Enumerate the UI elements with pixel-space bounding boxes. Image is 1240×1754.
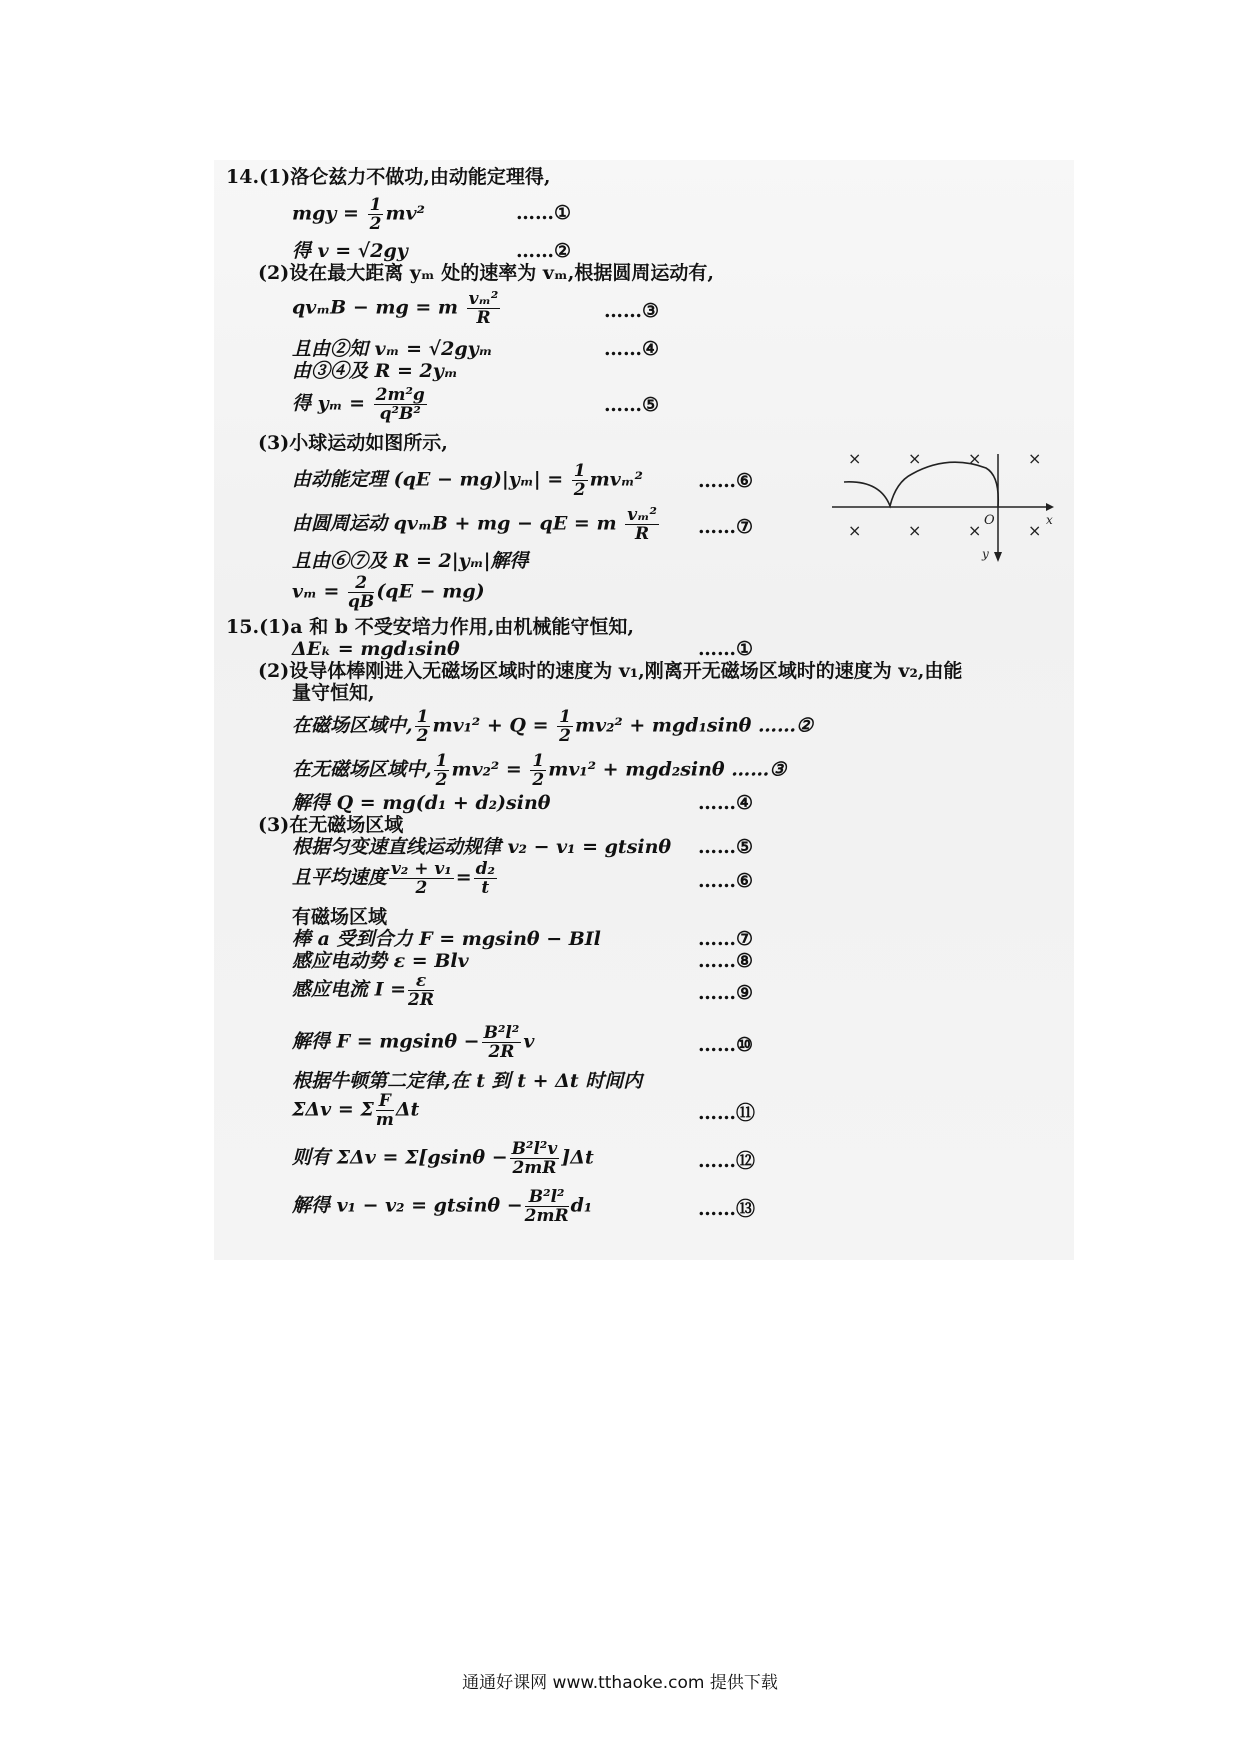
numerator: d₂ xyxy=(475,859,496,879)
denominator: 2 xyxy=(416,726,429,746)
field-cross: × xyxy=(1028,521,1042,540)
denominator: t xyxy=(481,878,490,898)
q15-mark4: ……④ xyxy=(698,792,754,814)
q14-eq2: 得 v = √2gy xyxy=(292,240,408,262)
denominator: m xyxy=(375,1110,394,1130)
q15-part2-line2: 量守恒知, xyxy=(292,682,375,704)
fraction xyxy=(572,462,588,499)
q15-part2-line1: (2)设导体棒刚进入无磁场区域时的速度为 v₁,刚离开无磁场区域时的速度为 v₂,由能 xyxy=(258,660,963,682)
numerator: vₘ² xyxy=(627,505,657,525)
numerator: F xyxy=(376,1092,394,1111)
y-axis-arrow-icon xyxy=(994,552,1002,562)
numerator: 2 xyxy=(348,574,374,593)
q14-mark3: ……③ xyxy=(604,300,660,322)
denominator: R xyxy=(476,308,491,328)
trajectory-figure xyxy=(832,444,1062,574)
q15-mark10: ……⑩ xyxy=(698,1034,754,1056)
fraction xyxy=(625,506,659,543)
q15-eq2-rhs: mv₂² + mgd₁sinθ xyxy=(574,714,752,737)
fraction xyxy=(434,752,450,789)
y-axis-label: y xyxy=(982,547,989,561)
field-cross: × xyxy=(908,521,922,540)
numerator: 1 xyxy=(573,461,586,481)
numerator: 1 xyxy=(435,751,448,771)
fraction xyxy=(467,290,501,327)
q15-mark9: ……⑨ xyxy=(698,982,754,1004)
q15-eq11-rhs: Δt xyxy=(395,1098,420,1121)
fraction xyxy=(368,196,384,233)
q15-eq7: 棒 a 受到合力 F = mgsinθ − BIl xyxy=(292,928,601,950)
denominator: 2 xyxy=(435,770,448,790)
trajectory-curve xyxy=(844,462,998,507)
q14-number: 14. xyxy=(226,166,260,188)
q15-eq3 xyxy=(292,752,786,789)
q14-mark5: ……⑤ xyxy=(604,394,660,416)
q15-eq5: 根据匀变速直线运动规律 v₂ − v₁ = gtsinθ xyxy=(292,836,672,858)
q15-eq2-pre: 在磁场区域中, xyxy=(292,714,413,737)
q15-part5: 根据牛顿第二定律,在 t 到 t + Δt 时间内 xyxy=(292,1070,643,1092)
q15-mark13: ……⑬ xyxy=(698,1198,756,1220)
q15-eq11-pre: ΣΔv = Σ xyxy=(292,1098,374,1121)
field-cross: × xyxy=(908,449,922,468)
q15-eq12-rhs: ]Δt xyxy=(561,1146,594,1169)
q15-number: 15. xyxy=(226,616,260,638)
q15-eq13-pre: 解得 v₁ − v₂ = gtsinθ − xyxy=(292,1194,523,1217)
q14-eq3-lhs: qvₘB − mg = m xyxy=(292,296,459,319)
field-cross: × xyxy=(1028,449,1042,468)
numerator: ε xyxy=(408,972,434,991)
q14-eq1-rhs: mv² xyxy=(385,202,425,225)
numerator: 2m²g xyxy=(375,385,425,405)
q14-eq1-lhs: mgy = xyxy=(292,202,359,225)
q14-part1 xyxy=(226,166,551,188)
q15-eq2 xyxy=(292,708,813,745)
denominator: 2 xyxy=(559,726,571,746)
q15-eq13 xyxy=(292,1188,592,1225)
q14-eq7 xyxy=(292,506,661,543)
fraction xyxy=(415,708,431,745)
q14-eq5-lhs: 得 yₘ = xyxy=(292,392,366,415)
q15-mark6: ……⑥ xyxy=(698,870,754,892)
fraction xyxy=(557,708,573,745)
q14-mark7: ……⑦ xyxy=(698,516,754,538)
fraction xyxy=(510,1140,560,1177)
fraction xyxy=(376,1092,394,1129)
q15-eq11 xyxy=(292,1092,419,1129)
denominator: 2R xyxy=(408,990,435,1010)
q15-eq12-pre: 则有 ΣΔv = Σ[gsinθ − xyxy=(292,1146,508,1169)
fraction xyxy=(482,1024,522,1061)
q14-mark2: ……② xyxy=(516,240,572,262)
q15-eq10 xyxy=(292,1024,534,1061)
q15-eq13-rhs: d₁ xyxy=(570,1194,593,1217)
q14-mark4: ……④ xyxy=(604,338,660,360)
q14-eq7-lhs: 由圆周运动 qvₘB + mg − qE = m xyxy=(292,512,617,535)
numerator: 1 xyxy=(532,751,545,771)
field-cross: × xyxy=(968,521,982,540)
field-cross: × xyxy=(848,449,862,468)
q14-eq5 xyxy=(292,386,429,423)
q15-mark3: ……③ xyxy=(731,758,787,781)
q15-part3: (3)在无磁场区域 xyxy=(258,814,404,836)
q15-mark1: ……① xyxy=(698,638,754,660)
x-axis-arrow-icon xyxy=(1046,503,1054,511)
q15-eq6 xyxy=(292,860,499,897)
field-cross: × xyxy=(968,449,982,468)
q15-mark11: ……⑪ xyxy=(698,1102,756,1124)
q15-eq3-pre: 在无磁场区域中, xyxy=(292,758,432,781)
q15-eq3-rhs: mv₁² + mgd₂sinθ xyxy=(548,758,725,781)
x-axis-label: x xyxy=(1046,513,1053,527)
numerator: v₂ + v₁ xyxy=(391,859,452,879)
q14-mark6: ……⑥ xyxy=(698,470,754,492)
q14-eq8-lhs: vₘ = xyxy=(292,580,340,603)
q14-part1-text: (1)洛仑兹力不做功,由动能定理得, xyxy=(259,166,551,188)
fraction xyxy=(530,752,546,789)
denominator: 2mR xyxy=(524,1206,569,1226)
q15-eq12 xyxy=(292,1140,594,1177)
q15-mark12: ……⑫ xyxy=(698,1150,756,1172)
origin-label: O xyxy=(984,513,995,528)
fraction xyxy=(525,1188,569,1225)
denominator: 2mR xyxy=(512,1158,557,1178)
q15-eq3-mid: mv₂² = xyxy=(451,758,522,781)
denominator: q²B² xyxy=(379,404,421,424)
q15-mark8: ……⑧ xyxy=(698,950,754,972)
q15-part4: 有磁场区域 xyxy=(292,906,388,928)
q15-eq4: 解得 Q = mg(d₁ + d₂)sinθ xyxy=(292,792,551,814)
q14-eq6-lhs: 由动能定理 (qE − mg)|yₘ| = xyxy=(292,468,564,491)
q15-eq10-rhs: v xyxy=(523,1030,535,1053)
denominator: 2 xyxy=(415,878,428,898)
fraction xyxy=(389,860,454,897)
q14-part2: (2)设在最大距离 yₘ 处的速率为 vₘ,根据圆周运动有, xyxy=(258,262,715,284)
q15-part1-text: (1)a 和 b 不受安培力作用,由机械能守恒知, xyxy=(259,616,634,638)
numerator: B²l² xyxy=(525,1188,569,1207)
q15-part1 xyxy=(226,616,634,638)
q14-eq8 xyxy=(292,574,485,611)
fraction xyxy=(474,860,497,897)
q14-eq8-rhs: (qE − mg) xyxy=(376,580,485,603)
numerator: vₘ² xyxy=(468,289,499,309)
q15-mark7: ……⑦ xyxy=(698,928,754,950)
field-cross: × xyxy=(848,521,862,540)
q14-eq7b: 且由⑥⑦及 R = 2|yₘ|解得 xyxy=(292,550,529,572)
q15-eq6-mid: = xyxy=(455,866,472,889)
numerator: 1 xyxy=(559,707,571,727)
numerator: B²l²v xyxy=(511,1139,558,1159)
q14-part3: (3)小球运动如图所示, xyxy=(258,432,448,454)
footer-credit: 通通好课网 www.tthaoke.com 提供下载 xyxy=(462,1673,778,1693)
q14-eq3 xyxy=(292,290,502,327)
q15-eq1: ΔEₖ = mgd₁sinθ xyxy=(292,638,460,660)
q14-eq4: 且由②知 vₘ = √2gyₘ xyxy=(292,338,493,360)
q15-eq9-pre: 感应电流 I = xyxy=(292,978,407,1001)
q14-mark1: ……① xyxy=(516,202,572,224)
q15-eq8: 感应电动势 ε = Blv xyxy=(292,950,469,972)
q15-eq10-pre: 解得 F = mgsinθ − xyxy=(292,1030,480,1053)
denominator: 2 xyxy=(573,480,586,500)
q14-eq1 xyxy=(292,196,425,233)
denominator: R xyxy=(634,524,650,544)
numerator: 1 xyxy=(416,707,429,727)
numerator: 1 xyxy=(369,195,382,215)
q14-eq6 xyxy=(292,462,643,499)
denominator: qB xyxy=(348,592,375,612)
numerator: B²l² xyxy=(483,1023,520,1043)
q15-eq2-mid: mv₁² + Q = xyxy=(432,714,549,737)
q15-mark2: ……② xyxy=(757,714,813,737)
q15-mark5: ……⑤ xyxy=(698,836,754,858)
denominator: 2 xyxy=(369,214,382,234)
q15-eq9 xyxy=(292,972,436,1009)
denominator: 2 xyxy=(532,770,545,790)
fraction xyxy=(408,972,434,1009)
q14-eq6-rhs: mvₘ² xyxy=(589,468,643,491)
q14-eq4b: 由③④及 R = 2yₘ xyxy=(292,360,458,382)
denominator: 2R xyxy=(488,1042,515,1062)
q15-eq6-pre: 且平均速度 xyxy=(292,866,388,889)
fraction xyxy=(374,386,427,423)
fraction xyxy=(348,574,374,611)
